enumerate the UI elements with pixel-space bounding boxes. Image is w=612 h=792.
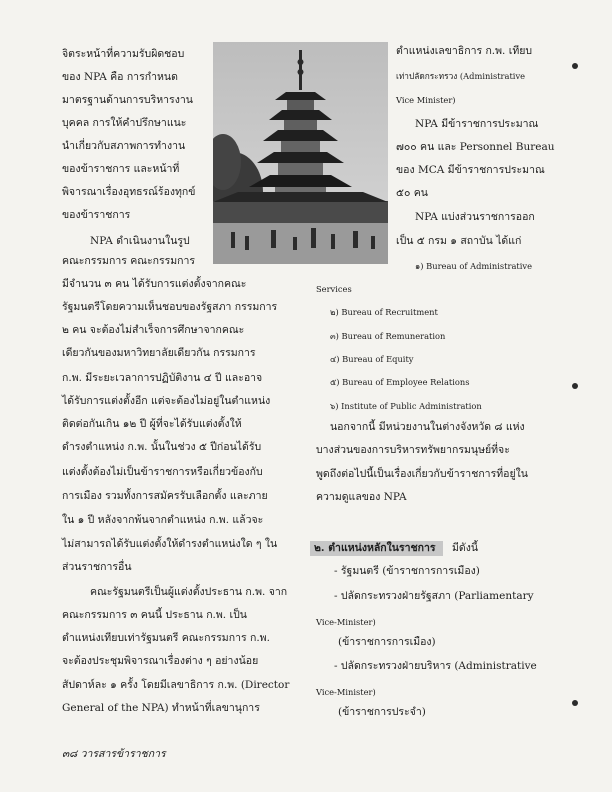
text-line: General of the NPA) ทำหน้าที่เลขานุการ xyxy=(62,702,260,714)
text-line: คณะกรรมการ คณะกรรมการ xyxy=(62,255,196,267)
text-line: เท่าปลัดกระทรวง (Administrative xyxy=(396,71,526,81)
text-line: NPA ดำเนินงานในรูป xyxy=(90,235,190,247)
text-line: นอกจากนี้ มีหน่วยงานในต่างจังหวัด ๘ แห่ง xyxy=(330,421,525,433)
text-line: ได้รับการแต่งตั้งอีก แต่จะต้องไม่อยู่ในตำแหน่ง xyxy=(62,395,271,407)
text-line: ๕) Bureau of Employee Relations xyxy=(330,377,470,387)
text-line: ของ MCA มีข้าราชการประมาณ xyxy=(396,164,545,176)
page-footer: ๓๘ วารสารข้าราชการ xyxy=(62,748,166,760)
text-line: ความดูแลของ NPA xyxy=(316,491,407,503)
text-line: เป็น ๕ กรม ๑ สถาบัน ได้แก่ xyxy=(396,235,522,247)
text-line: ไม่สามารถได้รับแต่งตั้งให้ดำรงตำแหน่งใด ๆ ใน xyxy=(62,538,278,550)
text-line: เดียวกันของมหาวิทยาลัยเดียวกัน กรรมการ xyxy=(62,347,256,359)
section-heading-tail: มีดังนี้ xyxy=(452,542,479,554)
text-line: มีจำนวน ๓ คน ได้รับการแต่งตั้งจากคณะ xyxy=(62,278,247,290)
binder-hole xyxy=(572,383,578,389)
text-line: บางส่วนของการบริหารทรัพยากรมนุษย์ที่จะ xyxy=(316,444,510,456)
text-line: บุคคล การให้คำปรึกษาแนะ xyxy=(62,117,187,129)
text-line: คณะรัฐมนตรีเป็นผู้แต่งตั้งประธาน ก.พ. จาก xyxy=(90,586,288,598)
text-line: ๒ คน จะต้องไม่สำเร็จการศึกษาจากคณะ xyxy=(62,324,245,336)
text-line: รัฐมนตรีโดยความเห็นชอบของรัฐสภา กรรมการ xyxy=(62,301,278,313)
text-line: ตำแหน่งเทียบเท่ารัฐมนตรี คณะกรรมการ ก.พ. xyxy=(62,632,270,644)
list-item: (ข้าราชการการเมือง) xyxy=(338,636,436,648)
text-line: จิตระหน้าที่ความรับผิดชอบ xyxy=(62,48,185,60)
text-line: มาตรฐานด้านการบริหารงาน xyxy=(62,94,193,106)
text-line: ๔) Bureau of Equity xyxy=(330,354,414,364)
list-item: Vice-Minister) xyxy=(316,617,376,627)
list-item: (ข้าราชการประจำ) xyxy=(338,706,426,718)
text-line: ๕๐ คน xyxy=(396,187,428,199)
text-line: สัปดาห์ละ ๑ ครั้ง โดยมีเลขาธิการ ก.พ. (Director xyxy=(62,679,290,691)
text-line: ส่วนราชการอื่น xyxy=(62,561,132,573)
text-line: ๓) Bureau of Remuneration xyxy=(330,331,446,341)
text-line: ๒) Bureau of Recruitment xyxy=(330,307,438,317)
text-line: ของข้าราชการ xyxy=(62,209,131,221)
text-line: ๗๐๐ คน และ Personnel Bureau xyxy=(396,141,555,153)
list-item: - ปลัดกระทรวงฝ่ายรัฐสภา (Parliamentary xyxy=(334,590,534,602)
text-line: NPA แบ่งส่วนราชการออก xyxy=(415,211,535,223)
list-item: - ปลัดกระทรวงฝ่ายบริหาร (Administrative xyxy=(334,660,537,672)
text-line: การเมือง รวมทั้งการสมัครรับเลือกตั้ง และภาย xyxy=(62,490,268,502)
text-line: ติดต่อกันเกิน ๑๒ ปี ผู้ที่จะได้รับแต่งตั้งให้ xyxy=(62,418,242,430)
text-line: ของ NPA คือ การกำหนด xyxy=(62,71,178,83)
text-line: ๖) Institute of Public Administration xyxy=(330,401,482,411)
text-line: พิจารณาเรื่องอุทธรณ์ร้องทุกข์ xyxy=(62,186,196,198)
text-line: ดำรงตำแหน่ง ก.พ. นั้นในช่วง ๕ ปีก่อนได้รับ xyxy=(62,441,262,453)
list-item: Vice-Minister) xyxy=(316,687,376,697)
section-heading: ๒. ตำแหน่งหลักในราชการ xyxy=(314,542,436,554)
text-line: แต่งตั้งต้องไม่เป็นข้าราชการหรือเกี่ยวข้องกับ xyxy=(62,466,263,478)
text-line: จะต้องประชุมพิจารณาเรื่องต่าง ๆ อย่างน้อย xyxy=(62,655,259,667)
text-line: คณะกรรมการ ๓ คนนี้ ประธาน ก.พ. เป็น xyxy=(62,609,247,621)
text-line: ของข้าราชการ และหน้าที่ xyxy=(62,163,180,175)
text-line: ใน ๑ ปี หลังจากพ้นจากตำแหน่ง ก.พ. แล้วจะ xyxy=(62,514,264,526)
text-line: ๑) Bureau of Administrative xyxy=(415,261,532,271)
text-line: Vice Minister) xyxy=(396,95,456,105)
text-line: ตำแหน่งเลขาธิการ ก.พ. เทียบ xyxy=(396,45,533,57)
list-item: - รัฐมนตรี (ข้าราชการการเมือง) xyxy=(334,565,480,577)
text-line: NPA มีข้าราชการประมาณ xyxy=(415,118,539,130)
text-line: ก.พ. มีระยะเวลาการปฏิบัติงาน ๔ ปี และอาจ xyxy=(62,372,263,384)
text-line: นำเกี่ยวกับสภาพการทำงาน xyxy=(62,140,186,152)
pagoda-photo xyxy=(213,42,388,264)
text-line: Services xyxy=(316,284,352,294)
binder-hole xyxy=(572,700,578,706)
text-line: พูดถึงต่อไปนี้เป็นเรื่องเกี่ยวกับข้าราชการที่อยู่ใน xyxy=(316,468,528,480)
binder-hole xyxy=(572,63,578,69)
